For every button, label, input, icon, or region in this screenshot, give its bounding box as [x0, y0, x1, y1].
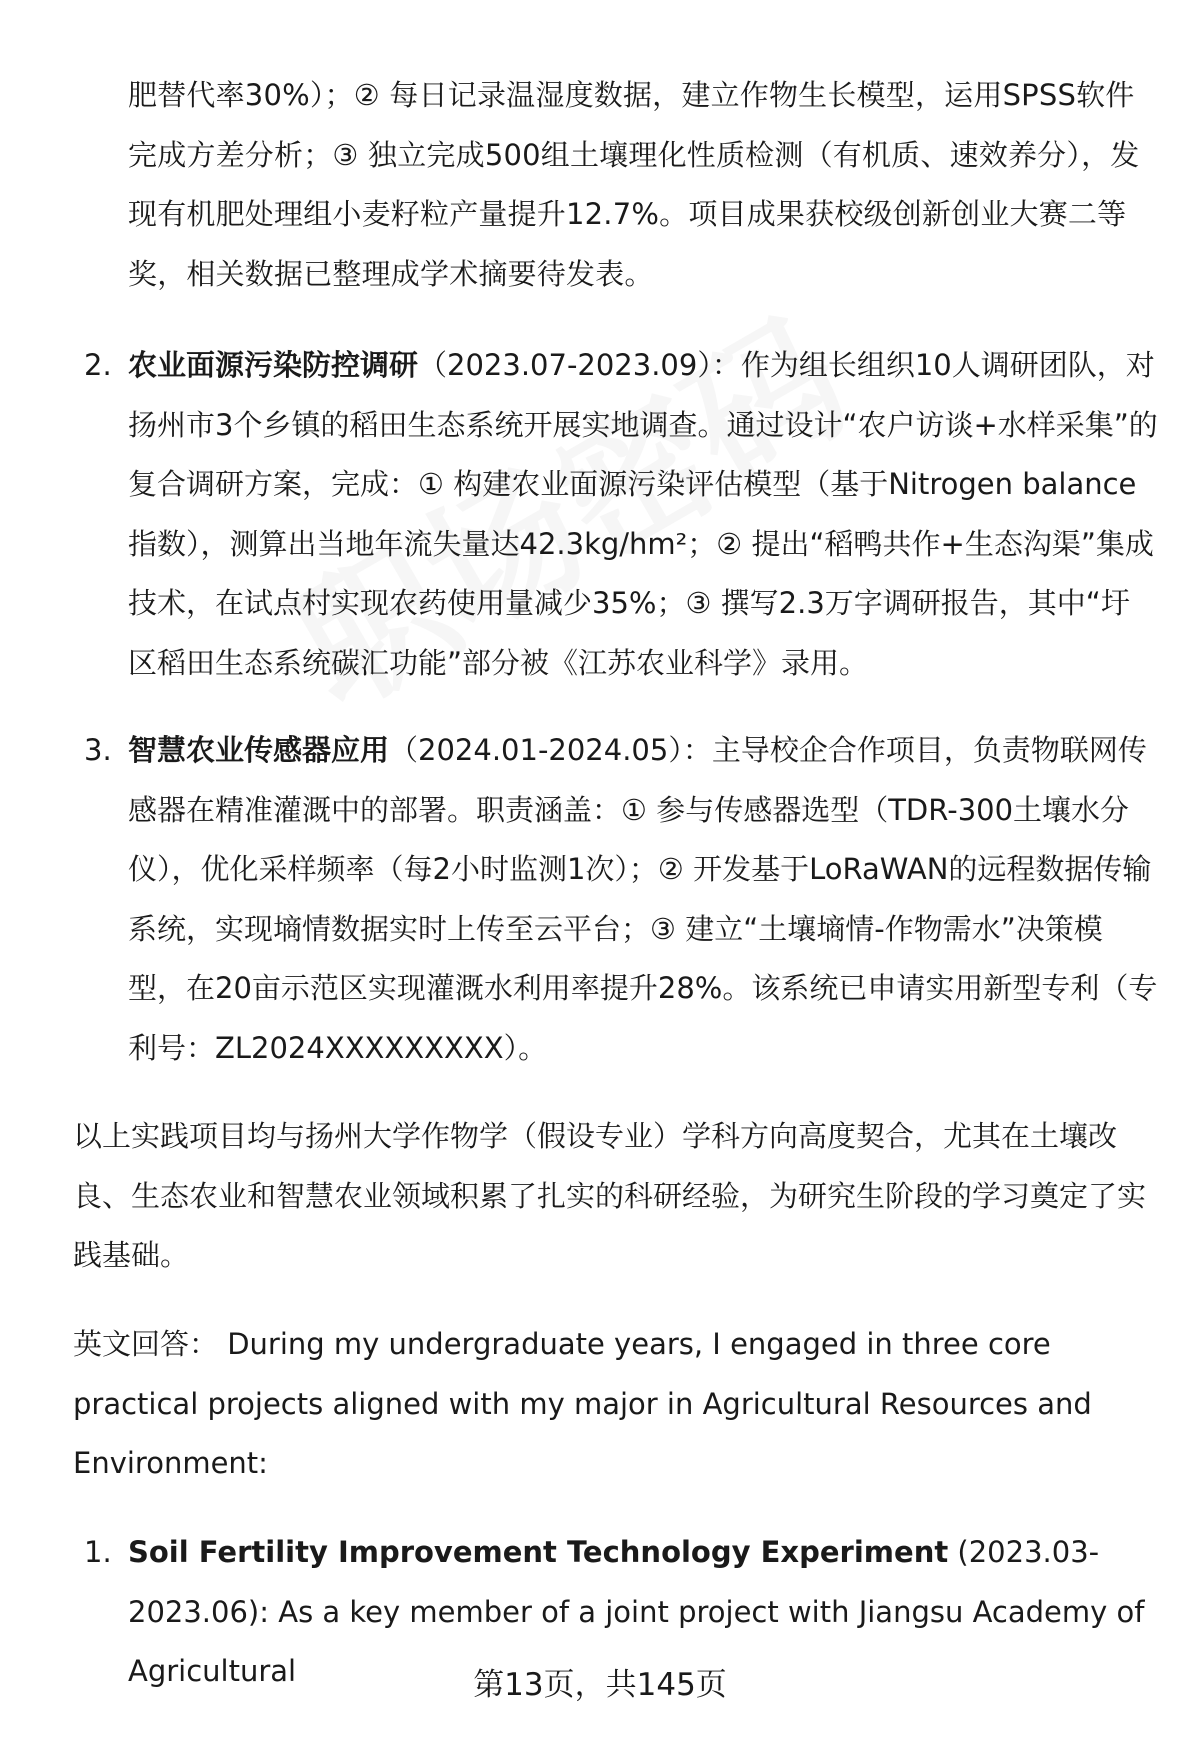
list-item-title: Soil Fertility Improvement Technology Experiment — [128, 1535, 949, 1569]
list-item-3 — [84, 721, 1158, 1078]
list-item-body: （2024.01-2024.05）：主导校企合作项目，负责物联网传感器在精准灌溉中的部署。职责涵盖：① 参与传感器选型（TDR-300土壤水分仪），优化采样频率（每2小时监测1次）；② 开发基于LoRaWAN的远程数据传输系统，实现墒情数据实时上传至云平台；③ 建立“土壤墒情-作物需水”决策模型，在20亩示范区实现灌溉水利用率提升28%。该系统已申请实用新型专利（专利号：ZL2024XXXXXXXXX）。 — [128, 733, 1158, 1065]
list-item-body: （2023.07-2023.09）：作为组长组织10人调研团队，对扬州市3个乡镇的稻田生态系统开展实地调查。通过设计“农户访谈+水样采集”的复合调研方案，完成：① 构建农业面源污染评估模型（基于Nitrogen balance指数），测算出当地年流失量达42.3kg/hm²；② 提出“稻鸭共作+生态沟渠”集成技术，在试点村实现农药使用量减少35%；③ 撰写2.3万字调研报告，其中“圩区稻田生态系统碳汇功能”部分被《江苏农业科学》录用。 — [128, 348, 1158, 680]
list-item-title: 农业面源污染防控调研 — [128, 348, 419, 382]
list-item-title: 智慧农业传感器应用 — [128, 733, 390, 767]
list-item-2 — [84, 336, 1158, 693]
list-item-number: 2. — [84, 348, 112, 382]
english-intro-paragraph: 英文回答： During my undergraduate years, I engaged in three core practical projects aligned with my major in Agricultural Resources and Environment: — [73, 1327, 1092, 1480]
summary-paragraph: 以上实践项目均与扬州大学作物学（假设专业）学科方向高度契合，尤其在土壤改良、生态农业和智慧农业领域积累了扎实的科研经验，为研究生阶段的学习奠定了实践基础。 — [73, 1119, 1147, 1272]
list-item-number: 1. — [84, 1535, 112, 1569]
list-item-number: 3. — [84, 733, 112, 767]
continuation-paragraph: 肥替代率30%）；② 每日记录温湿度数据，建立作物生长模型，运用SPSS软件完成方差分析；③ 独立完成500组土壤理化性质检测（有机质、速效养分），发现有机肥处理组小麦籽粒产量提升12.7%。项目成果获校级创新创业大赛二等奖，相关数据已整理成学术摘要待发表。 — [128, 78, 1140, 291]
page-footer: 第13页，共145页 — [473, 1667, 727, 1703]
list-item-body: (2023.03-2023.06): As a key member of a joint project with Jiangsu Academy of Agricultural — [128, 1535, 1145, 1688]
